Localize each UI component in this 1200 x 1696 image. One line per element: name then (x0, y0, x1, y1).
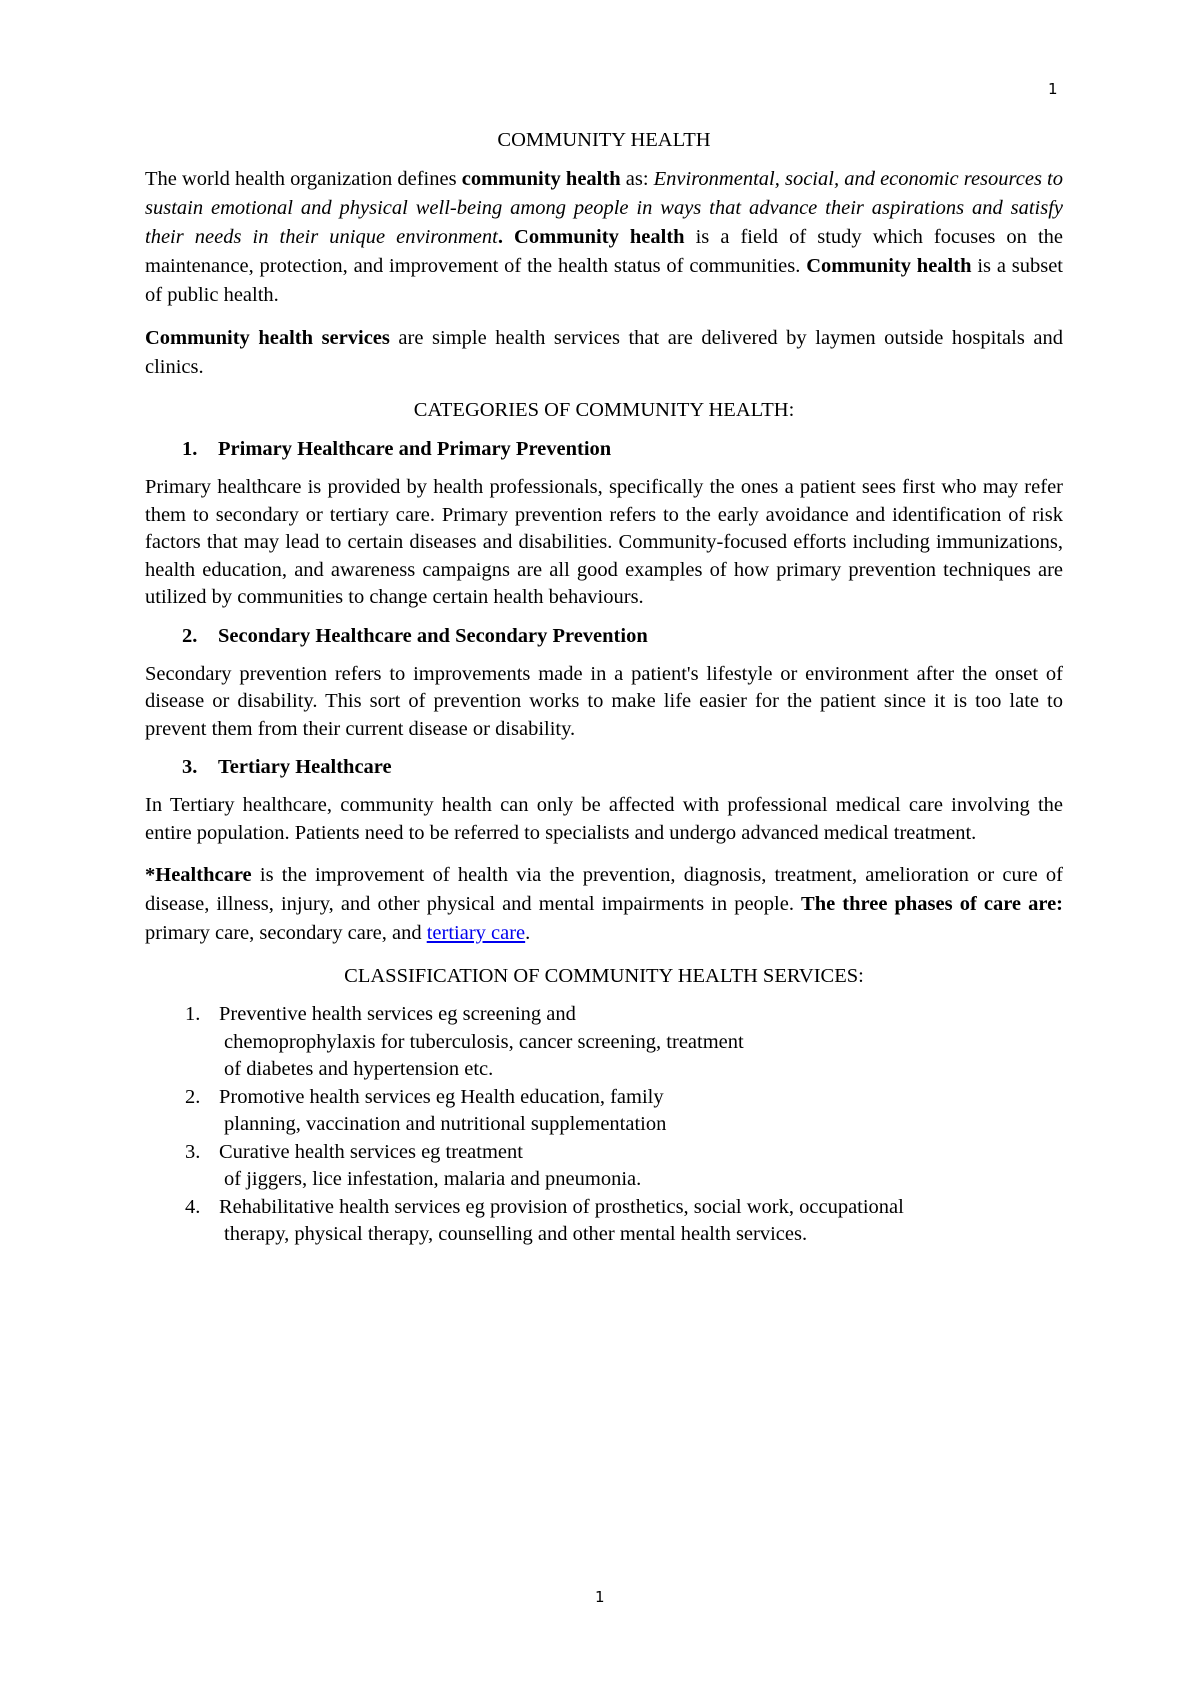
classification-list (145, 1001, 1063, 1249)
list-item-line: Rehabilitative health services eg provision of prosthetics, social work, occupational (219, 1195, 904, 1218)
note-end: . (525, 922, 531, 944)
category-3-title: Tertiary Healthcare (218, 756, 392, 778)
list-item-line: therapy, physical therapy, counselling and other mental health services. (224, 1223, 808, 1245)
document-body (145, 126, 1063, 1249)
list-item (145, 1194, 1063, 1249)
intro-definition: Environmental, social, and economic resources to sustain emotional and physical well-being among people in ways that advance their aspirations and satisfy their needs in their unique environment (145, 168, 1064, 248)
healthcare-text: is the improvement of health via the prevention, diagnosis, treatment, amelioration or cure of disease, illness, injury, and other physical and mental impairments in people. (145, 864, 1063, 915)
category-3-text: In Tertiary healthcare, community health can only be affected with professional medical care involving the entire population. Patients need to be referred to specialists and undergo advanced medical treatment. (145, 794, 1063, 844)
intro-term-3: Community health (806, 255, 972, 277)
list-item (145, 1001, 1063, 1084)
list-item-number: 4. (185, 1195, 201, 1218)
document-title: COMMUNITY HEALTH (497, 129, 711, 151)
healthcare-note (145, 861, 1063, 948)
list-item-line: of jiggers, lice infestation, malaria and pneumonia. (224, 1168, 642, 1190)
intro-text-a: The world health organization defines (145, 168, 462, 190)
list-item-line: Promotive health services eg Health education, family (219, 1085, 664, 1108)
list-item-number: 1. (185, 1003, 201, 1025)
services-text: are simple health services that are delivered by laymen outside hospitals and clinics. (145, 327, 1063, 378)
intro-paragraph (145, 165, 1063, 310)
category-2-heading (182, 622, 1063, 651)
category-1-heading (182, 435, 1063, 464)
category-3-number: 3. (182, 756, 198, 778)
list-item-number: 3. (185, 1140, 201, 1163)
category-1-number: 1. (182, 438, 198, 460)
healthcare-term: *Healthcare (145, 864, 252, 886)
footer-page-number: 1 (595, 1588, 605, 1606)
intro-dot: . (497, 226, 515, 248)
intro-text-b: as: (620, 168, 654, 190)
list-item (145, 1139, 1063, 1194)
category-2-title: Secondary Healthcare and Secondary Prevention (218, 624, 648, 647)
list-item-line: of diabetes and hypertension etc. (224, 1058, 494, 1080)
category-2-text: Secondary prevention refers to improvements made in a patient's lifestyle or environment after the onset of disease or disability. This sort of prevention works to make life easier for the patient since it is too late to prevent them from their current disease or disability. (145, 662, 1063, 740)
intro-text-c: is a field of study which focuses on the maintenance, protection, and improvement of the health status of communities. (145, 226, 1064, 277)
list-item (145, 1084, 1063, 1139)
tertiary-care-link[interactable]: tertiary care (426, 922, 526, 944)
category-2-number: 2. (182, 624, 198, 647)
header-page-number: 1 (1048, 80, 1058, 98)
phases-label: The three phases of care are: (801, 893, 1063, 915)
intro-term-2: Community health (514, 226, 685, 248)
category-1-text: Primary healthcare is provided by health professionals, specifically the ones a patient sees first who may refer them to secondary or tertiary care. Primary prevention refers to the early avoidance and identification of risk factors that may lead to certain diseases and disabilities. Community-focused efforts including immunizations, health education, and awareness campaigns are all good examples of how primary prevention techniques are utilized by communities to change certain health behaviours. (145, 476, 1063, 608)
intro-term: community health (461, 168, 621, 190)
services-term: Community health services (145, 327, 390, 349)
list-item-line: chemoprophylaxis for tuberculosis, cancer screening, treatment (224, 1030, 744, 1053)
categories-heading: CATEGORIES OF COMMUNITY HEALTH: (413, 399, 795, 421)
list-item-line: Preventive health services eg screening and (219, 1003, 576, 1025)
phases-text: primary care, secondary care, and (145, 922, 427, 944)
list-item-line: planning, vaccination and nutritional supplementation (224, 1113, 667, 1135)
classification-heading: CLASSIFICATION OF COMMUNITY HEALTH SERVICES: (344, 965, 864, 987)
category-3-heading (182, 753, 1063, 782)
list-item-line: Curative health services eg treatment (219, 1140, 523, 1163)
category-1-title: Primary Healthcare and Primary Prevention (218, 438, 612, 460)
list-item-number: 2. (185, 1085, 201, 1108)
intro-text-d: is a subset of public health. (145, 255, 1064, 306)
services-paragraph (145, 324, 1063, 382)
